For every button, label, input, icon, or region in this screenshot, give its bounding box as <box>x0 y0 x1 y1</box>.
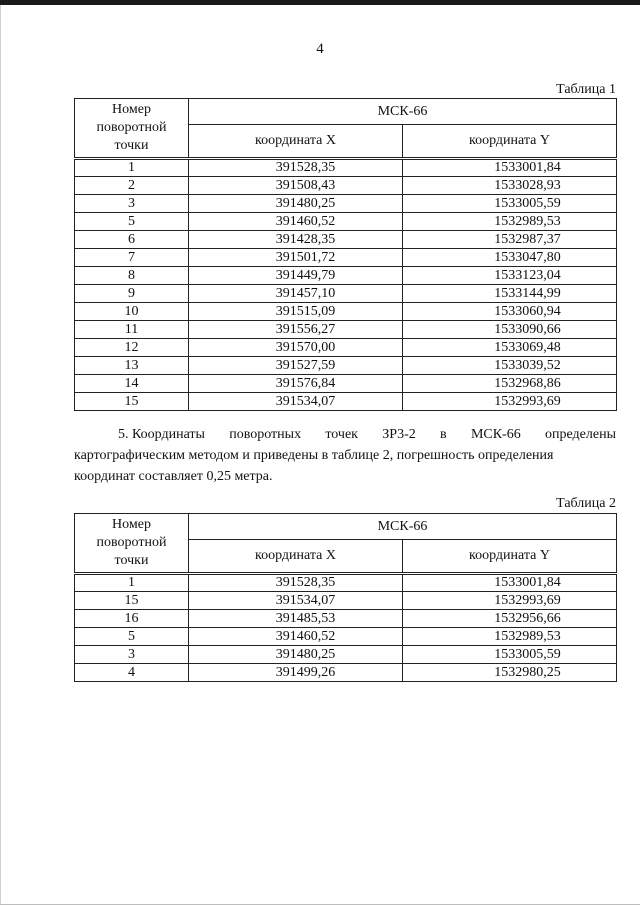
header-line: точки <box>114 553 149 568</box>
point-cell: 15 <box>75 592 189 610</box>
coord-x-cell: 391428,35 <box>189 231 403 249</box>
coord-y-cell: 1533028,93 <box>403 177 617 195</box>
table-row <box>75 267 617 285</box>
table-row <box>75 574 617 592</box>
table-row <box>75 231 617 249</box>
point-cell: 8 <box>75 267 189 285</box>
scan-top-edge <box>0 0 640 5</box>
coord-x-cell: 391480,25 <box>189 195 403 213</box>
coord-y-cell: 1533047,80 <box>403 249 617 267</box>
coord-y-cell: 1532989,53 <box>403 213 617 231</box>
coord-y-cell: 1532993,69 <box>403 592 617 610</box>
scan-left-edge <box>0 5 1 905</box>
point-cell: 1 <box>75 159 189 177</box>
table-row <box>75 177 617 195</box>
table-row <box>75 249 617 267</box>
table-row <box>75 321 617 339</box>
point-cell: 11 <box>75 321 189 339</box>
coord-x-cell: 391515,09 <box>189 303 403 321</box>
coord-y-cell: 1533039,52 <box>403 357 617 375</box>
coord-x-cell: 391576,84 <box>189 375 403 393</box>
table1-y-header: координата Y <box>403 125 617 159</box>
coord-x-cell: 391528,35 <box>189 159 403 177</box>
header-line: Номер <box>112 102 151 117</box>
header-line: поворотной <box>96 535 167 550</box>
header-line: Номер <box>112 517 151 532</box>
coord-y-cell: 1532980,25 <box>403 664 617 682</box>
table1-body <box>75 159 617 411</box>
paragraph-coordinates-note <box>74 424 616 487</box>
coord-y-cell: 1532989,53 <box>403 628 617 646</box>
point-cell: 5 <box>75 628 189 646</box>
paragraph-line-2: картографическим методом и приведены в таблице 2, погрешность определения <box>74 448 554 463</box>
point-cell: 15 <box>75 393 189 411</box>
header-line: точки <box>114 138 149 153</box>
point-cell: 1 <box>75 574 189 592</box>
table-row <box>75 393 617 411</box>
table2-coordinates <box>74 513 617 682</box>
coord-y-cell: 1533001,84 <box>403 574 617 592</box>
table1-system-header: МСК-66 <box>189 99 617 125</box>
table-row <box>75 339 617 357</box>
coord-x-cell: 391501,72 <box>189 249 403 267</box>
paragraph-word: 5. Координаты <box>118 427 205 442</box>
table-row <box>75 375 617 393</box>
coord-x-cell: 391528,35 <box>189 574 403 592</box>
table1-header-row <box>75 99 617 125</box>
coord-y-cell: 1533144,99 <box>403 285 617 303</box>
table1-point-number-header <box>75 99 189 159</box>
table-row <box>75 664 617 682</box>
coord-x-cell: 391534,07 <box>189 592 403 610</box>
table-row <box>75 285 617 303</box>
coord-y-cell: 1533123,04 <box>403 267 617 285</box>
paragraph-word: в <box>440 427 447 442</box>
coord-y-cell: 1533090,66 <box>403 321 617 339</box>
table-row <box>75 357 617 375</box>
table2-system-header: МСК-66 <box>189 514 617 540</box>
coord-y-cell: 1533001,84 <box>403 159 617 177</box>
coord-y-cell: 1533005,59 <box>403 646 617 664</box>
paragraph-word: поворотных <box>229 427 302 442</box>
coord-y-cell: 1533060,94 <box>403 303 617 321</box>
coord-x-cell: 391480,25 <box>189 646 403 664</box>
point-cell: 3 <box>75 646 189 664</box>
coord-x-cell: 391570,00 <box>189 339 403 357</box>
table1-caption: Таблица 1 <box>556 82 616 97</box>
coord-y-cell: 1532968,86 <box>403 375 617 393</box>
table-row <box>75 213 617 231</box>
point-cell: 6 <box>75 231 189 249</box>
point-cell: 5 <box>75 213 189 231</box>
table2-x-header: координата X <box>189 540 403 574</box>
table-row <box>75 592 617 610</box>
coord-y-cell: 1532987,37 <box>403 231 617 249</box>
coord-y-cell: 1532993,69 <box>403 393 617 411</box>
table1-coordinates <box>74 98 617 411</box>
paragraph-word: МСК-66 <box>470 427 521 442</box>
coord-x-cell: 391508,43 <box>189 177 403 195</box>
table-row <box>75 628 617 646</box>
table2-point-number-header <box>75 514 189 574</box>
coord-x-cell: 391527,59 <box>189 357 403 375</box>
table2-caption: Таблица 2 <box>556 496 616 511</box>
point-cell: 16 <box>75 610 189 628</box>
coord-y-cell: 1532956,66 <box>403 610 617 628</box>
coord-x-cell: 391460,52 <box>189 628 403 646</box>
table-row <box>75 159 617 177</box>
point-cell: 2 <box>75 177 189 195</box>
table-row <box>75 303 617 321</box>
table-row <box>75 195 617 213</box>
paragraph-line-1 <box>74 424 616 445</box>
table2-body <box>75 574 617 682</box>
point-cell: 4 <box>75 664 189 682</box>
paragraph-word: точек <box>325 427 358 442</box>
paragraph-word: ЗР3-2 <box>382 427 416 442</box>
coord-y-cell: 1533005,59 <box>403 195 617 213</box>
point-cell: 3 <box>75 195 189 213</box>
table2-header-row <box>75 514 617 540</box>
table2-y-header: координата Y <box>403 540 617 574</box>
point-cell: 13 <box>75 357 189 375</box>
coord-x-cell: 391449,79 <box>189 267 403 285</box>
coord-x-cell: 391457,10 <box>189 285 403 303</box>
table-row <box>75 646 617 664</box>
coord-x-cell: 391499,26 <box>189 664 403 682</box>
point-cell: 10 <box>75 303 189 321</box>
coord-x-cell: 391556,27 <box>189 321 403 339</box>
point-cell: 7 <box>75 249 189 267</box>
page-number: 4 <box>316 41 324 57</box>
paragraph-line-3: координат составляет 0,25 метра. <box>74 469 273 484</box>
point-cell: 14 <box>75 375 189 393</box>
header-line: поворотной <box>96 120 167 135</box>
coord-x-cell: 391460,52 <box>189 213 403 231</box>
coord-x-cell: 391534,07 <box>189 393 403 411</box>
point-cell: 12 <box>75 339 189 357</box>
table-row <box>75 610 617 628</box>
coord-y-cell: 1533069,48 <box>403 339 617 357</box>
table1-x-header: координата X <box>189 125 403 159</box>
point-cell: 9 <box>75 285 189 303</box>
coord-x-cell: 391485,53 <box>189 610 403 628</box>
paragraph-word: определены <box>545 427 616 442</box>
